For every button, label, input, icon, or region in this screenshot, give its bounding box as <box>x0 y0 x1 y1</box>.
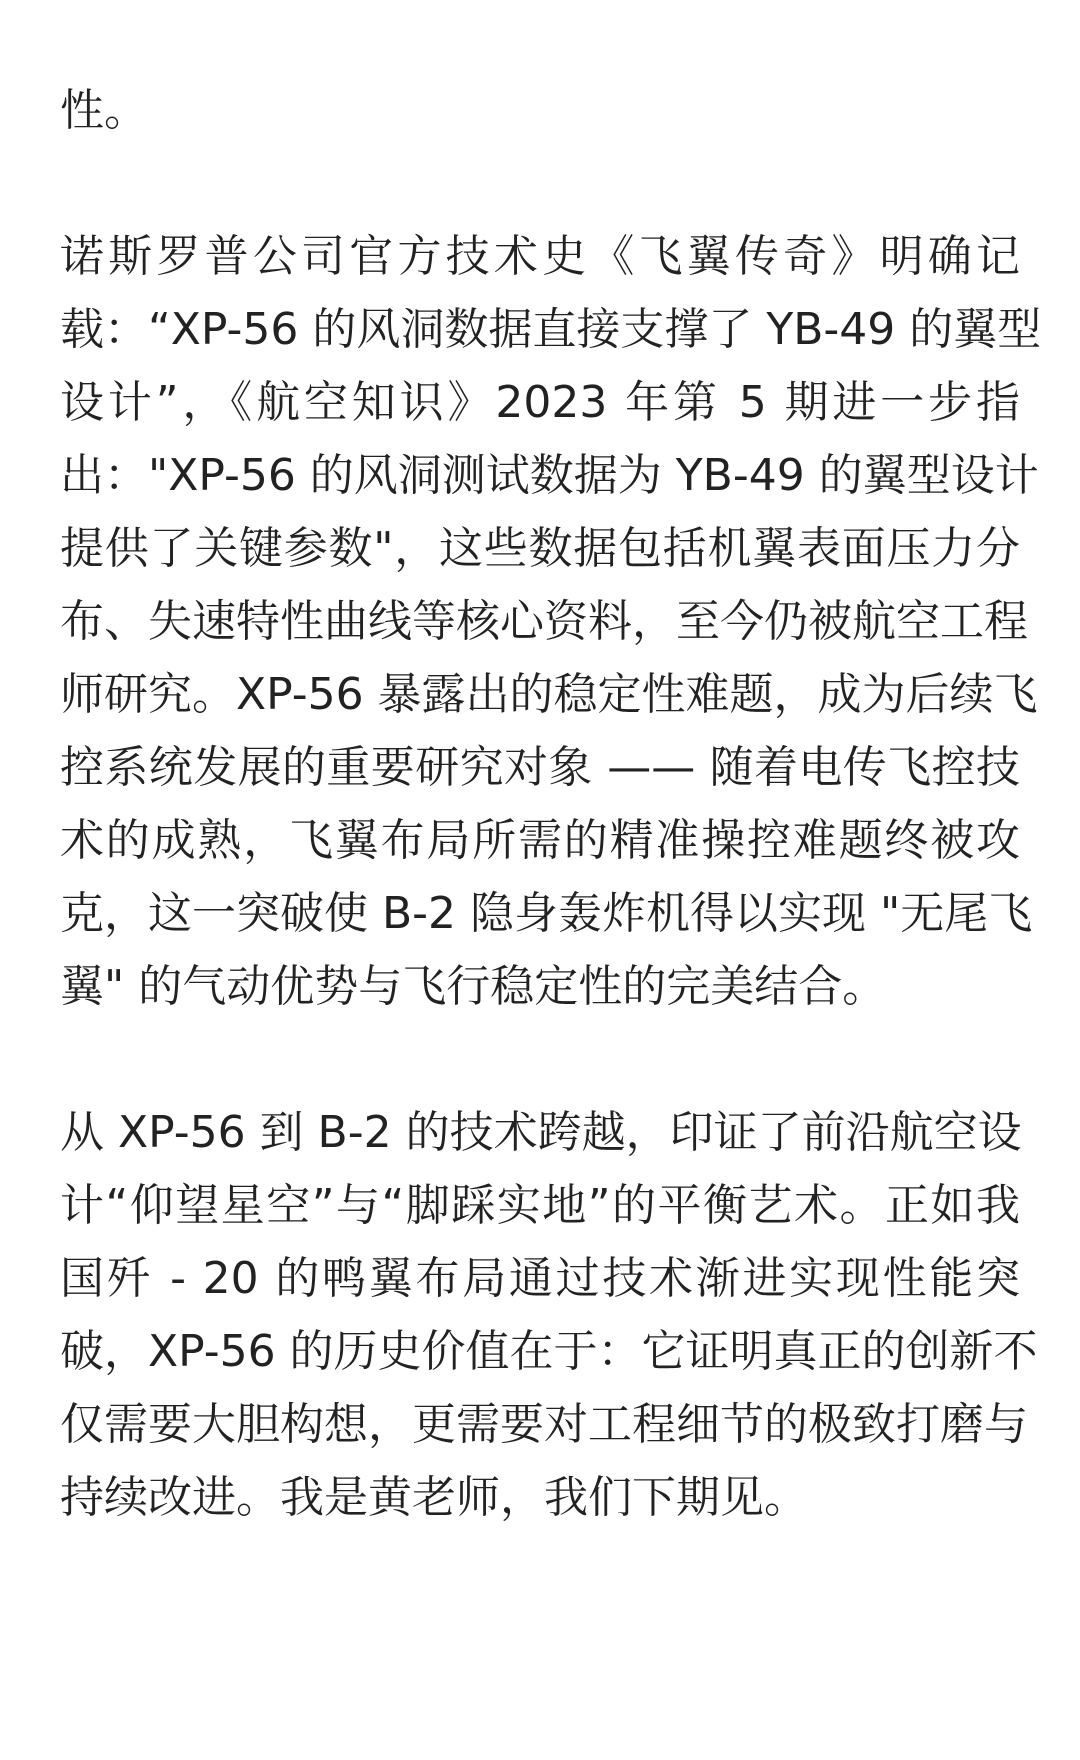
paragraph <box>60 1096 1038 1534</box>
paragraph-line: 载：“XP-56 的风洞数据直接支撑了 YB-49 的翼型 <box>60 304 1042 355</box>
paragraph <box>60 74 1020 147</box>
paragraph-line: 布、失速特性曲线等核心资料，至今仍被航空工程 <box>60 596 1028 647</box>
paragraph-line: 术的成熟，飞翼布局所需的精准操控难题终被攻 <box>60 815 1020 866</box>
paragraph-line: 师研究。XP-56 暴露出的稳定性难题，成为后续飞 <box>60 669 1038 720</box>
paragraph-line: 仅需要大胆构想，更需要对工程细节的极致打磨与 <box>60 1399 1028 1450</box>
paragraph-line: 国歼 - 20 的鸭翼布局通过技术渐进实现性能突 <box>60 1253 1020 1304</box>
paragraph-line: 从 XP-56 到 B-2 的技术跨越，印证了前沿航空设 <box>60 1107 1022 1158</box>
paragraph-line: 翼" 的气动优势与飞行稳定性的完美结合。 <box>60 961 887 1012</box>
paragraph <box>60 220 1042 1023</box>
paragraph-line: 克，这一突破使 B-2 隐身轰炸机得以实现 "无尾飞 <box>60 888 1033 939</box>
paragraph-line: 持续改进。我是黄老师，我们下期见。 <box>60 1472 808 1523</box>
paragraph-line: 设计”，《航空知识》2023 年第 5 期进一步指 <box>60 377 1020 428</box>
paragraph-line: 计“仰望星空”与“脚踩实地”的平衡艺术。正如我 <box>60 1180 1020 1231</box>
paragraph-line: 破，XP-56 的历史价值在于：它证明真正的创新不 <box>60 1326 1038 1377</box>
article-body <box>60 74 1042 1534</box>
paragraph-line: 提供了关键参数"，这些数据包括机翼表面压力分 <box>60 523 1020 574</box>
paragraph-line: 诺斯罗普公司官方技术史《飞翼传奇》明确记 <box>60 231 1020 282</box>
paragraph-line: 出："XP-56 的风洞测试数据为 YB-49 的翼型设计 <box>60 450 1039 501</box>
paragraph-line: 性。 <box>60 85 148 136</box>
paragraph-line: 控系统发展的重要研究对象 —— 随着电传飞控技 <box>60 742 1020 793</box>
